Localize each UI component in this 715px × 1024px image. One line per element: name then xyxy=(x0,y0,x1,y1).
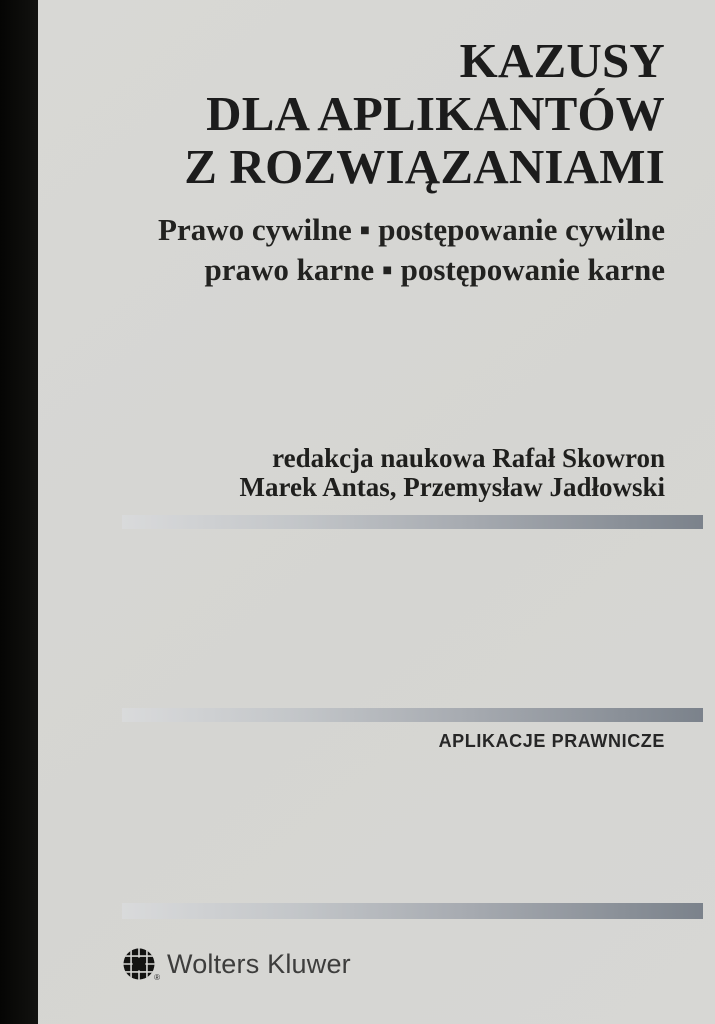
series-label: APLIKACJE PRAWNICZE xyxy=(438,731,665,751)
gradient-rule-top xyxy=(122,515,703,529)
subtitle-line-1: Prawo cywilne ▪ postępowanie cywilne xyxy=(158,212,665,247)
publisher-logo xyxy=(122,947,351,981)
title-line-3: Z ROZWIĄZANIAMI xyxy=(184,139,665,194)
editors xyxy=(98,444,665,502)
wolters-kluwer-globe-icon xyxy=(122,947,160,982)
book-spine xyxy=(0,0,38,1024)
book-subtitle xyxy=(98,210,665,290)
gradient-rule-middle xyxy=(122,708,703,722)
subtitle-line-2: prawo karne ▪ postępowanie karne xyxy=(204,252,665,287)
title-line-1: KAZUSY xyxy=(459,33,665,88)
editors-line-2: Marek Antas, Przemysław Jadłowski xyxy=(239,472,665,502)
publisher-name: Wolters Kluwer xyxy=(167,948,351,979)
title-line-2: DLA APLIKANTÓW xyxy=(206,86,665,141)
editors-line-1: redakcja naukowa Rafał Skowron xyxy=(272,443,665,473)
registered-trademark-symbol: ® xyxy=(154,973,160,982)
book-title xyxy=(98,34,665,193)
cover-front xyxy=(38,0,715,1024)
gradient-rule-bottom xyxy=(122,903,703,919)
